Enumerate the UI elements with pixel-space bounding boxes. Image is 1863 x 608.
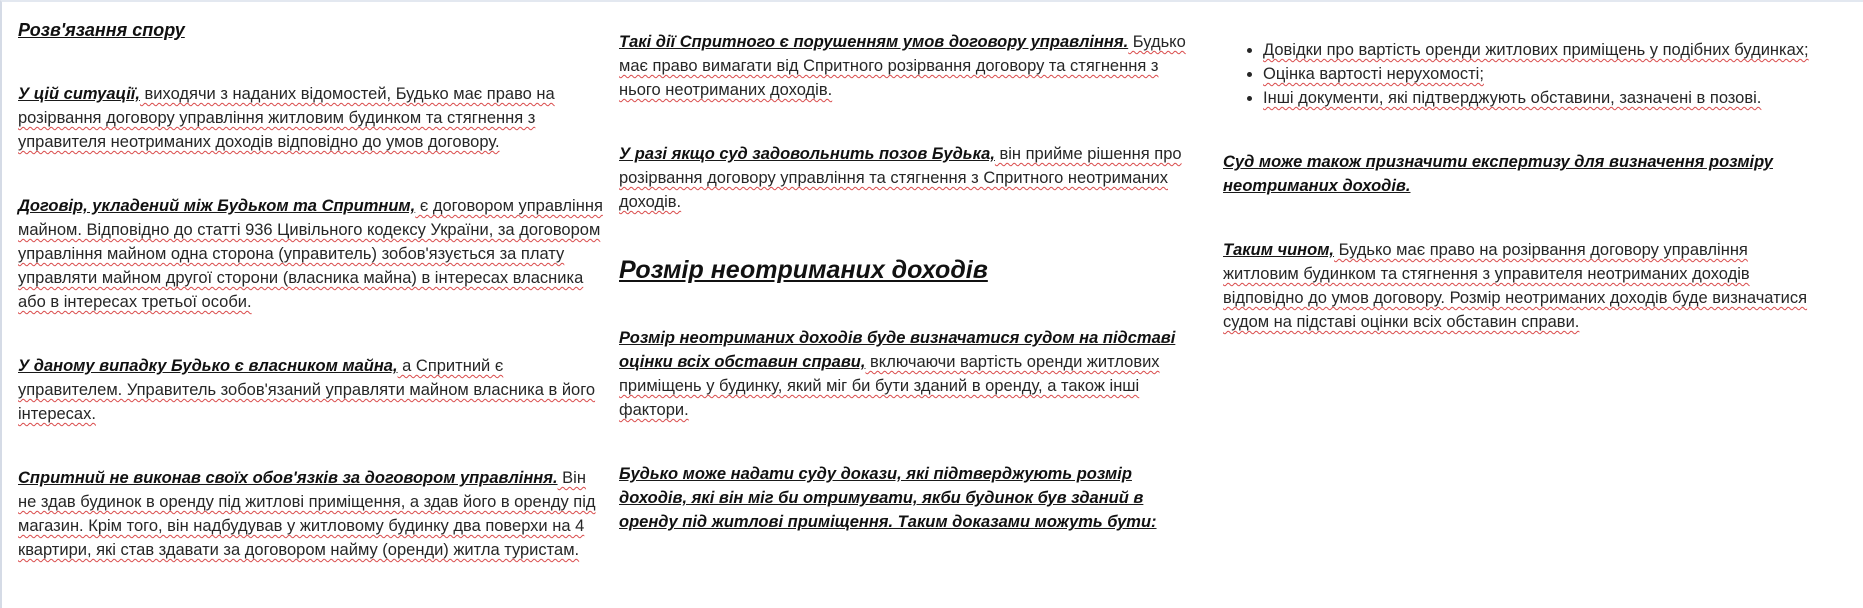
paragraph-situation: [18, 82, 606, 154]
paragraph-lead: Будько може надати суду докази, які підтверджують розмір доходів, які він міг би отримувати, якби будинок був зданий в оренду під житлові приміщення. Таким доказами можуть бути:: [619, 465, 1157, 531]
paragraph-contract: [18, 194, 606, 314]
paragraph-owner: [18, 354, 606, 426]
paragraph-court: [619, 142, 1191, 214]
paragraph-amount: [619, 326, 1191, 422]
list-item: • Оцінка вартості нерухомості;: [1263, 62, 1823, 86]
paragraph-breach: [18, 466, 606, 562]
paragraph-expertise: [1223, 150, 1823, 198]
evidence-list: [1223, 38, 1823, 110]
paragraph-text: є договором управління майном. Відповідно до статті 936 Цивільного кодексу України, за договором управління майном одна сторона (управитель) зобов'язується за плату управляти майном другої сторони (власника майна) в інтересах власника або в інтересах третьої особи.: [18, 197, 603, 311]
paragraph-lead: Таким чином,: [1223, 241, 1335, 259]
paragraph-lead: У цій ситуації,: [18, 85, 140, 103]
paragraph-text: Він не здав будинок в оренду під житлові приміщення, а здав його в оренду під магазин. Крім того, він надбудував у житловому будинку два поверхи на 4 квартири, які став здавати за договором найму (оренди) житла туристам.: [18, 469, 596, 559]
paragraph-text: виходячи з наданих відомостей, Будько має право на розірвання договору управління житловим будинком та стягнення з управителя неотриманих доходів відповідно до умов договору.: [18, 85, 555, 151]
paragraph-lead: Договір, укладений між Будьком та Спритним,: [18, 197, 416, 215]
paragraph-text: Будько має право вимагати від Спритного розірвання договору та стягнення з нього неотриманих доходів.: [619, 33, 1186, 99]
paragraph-evidence: [619, 462, 1191, 534]
paragraph-text: включаючи вартість оренди житлових приміщень у будинку, який міг би бути зданий в оренду, а також інші фактори.: [619, 353, 1160, 419]
paragraph-lead: У разі якщо суд задовольнить позов Будька,: [619, 145, 995, 163]
paragraph-lead: Розмір неотриманих доходів буде визначатися судом на підставі оцінки всіх обставин справи,: [619, 329, 1176, 371]
paragraph-lead: У даному випадку Будько є власником майна,: [18, 357, 398, 375]
paragraph-violation: [619, 30, 1191, 102]
paragraph-text: він прийме рішення про розірвання договору управління та стягнення з Спритного неотриманих доходів.: [619, 145, 1182, 211]
paragraph-conclusion: [1223, 238, 1823, 334]
list-item: • Довідки про вартість оренди житлових приміщень у подібних будинках;: [1263, 38, 1823, 62]
column-middle: [619, 30, 1191, 534]
section-heading-dispute: Розв'язання спору: [18, 20, 185, 40]
paragraph-text: а Спритний є управителем. Управитель зобов'язаний управляти майном власника в його інтересах.: [18, 357, 596, 423]
paragraph-lead: Спритний не виконав своїх обов'язків за договором управління.: [18, 469, 558, 487]
paragraph-lead: Такі дії Спритного є порушенням умов договору управління.: [619, 33, 1129, 51]
section-heading-lost-income: Розмір неотриманих доходів: [619, 256, 988, 284]
paragraph-lead: Суд може також призначити експертизу для визначення розміру неотриманих доходів.: [1223, 153, 1773, 195]
column-left: [18, 12, 606, 562]
list-item: • Інші документи, які підтверджують обставини, зазначені в позові.: [1263, 86, 1823, 110]
column-right: [1223, 38, 1823, 334]
paragraph-text: Будько має право на розірвання договору управління житловим будинком та стягнення з управителя неотриманих доходів відповідно до умов договору. Розмір неотриманих доходів буде визначатися судом на підставі оцінки всіх обставин справи.: [1223, 241, 1808, 331]
